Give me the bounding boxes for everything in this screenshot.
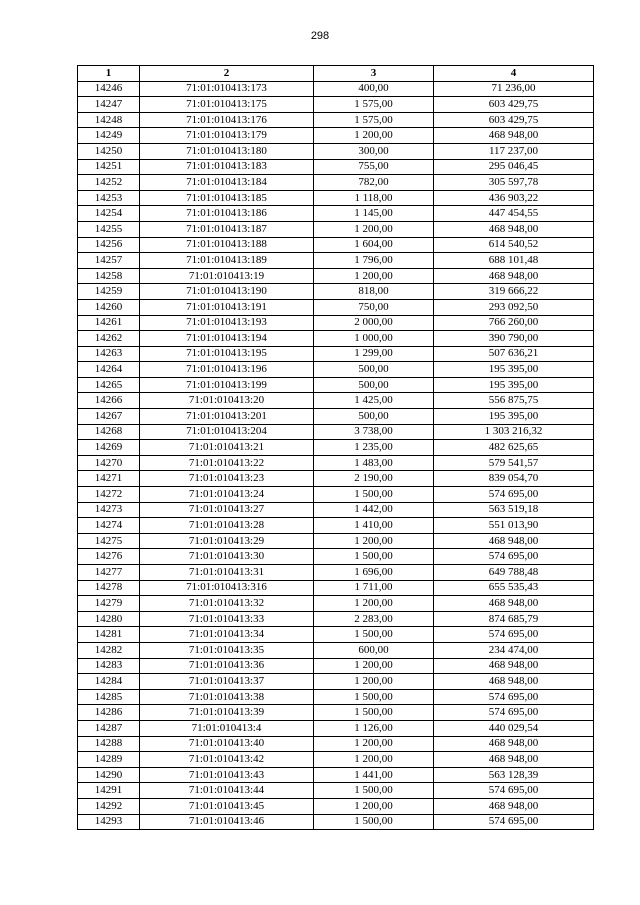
cadastral-number-cell: 71:01:010413:22 [140, 455, 314, 471]
row-number-cell: 14265 [78, 377, 140, 393]
row-number-cell: 14291 [78, 783, 140, 799]
cadastral-number-cell: 71:01:010413:176 [140, 112, 314, 128]
table-row [78, 175, 594, 191]
cadastral-number-cell: 71:01:010413:24 [140, 487, 314, 503]
value-cell: 1 303 216,32 [434, 424, 594, 440]
value-cell: 482 625,65 [434, 440, 594, 456]
value-cell: 649 788,48 [434, 565, 594, 581]
area-cell: 1 299,00 [314, 346, 434, 362]
area-cell: 1 500,00 [314, 627, 434, 643]
cadastral-number-cell: 71:01:010413:30 [140, 549, 314, 565]
table-row [78, 440, 594, 456]
area-cell: 1 200,00 [314, 674, 434, 690]
row-number-cell: 14247 [78, 97, 140, 113]
table-row [78, 471, 594, 487]
row-number-cell: 14260 [78, 299, 140, 315]
row-number-cell: 14275 [78, 533, 140, 549]
area-cell: 1 483,00 [314, 455, 434, 471]
column-header: 2 [140, 66, 314, 82]
table-row [78, 705, 594, 721]
table-row [78, 783, 594, 799]
table-row [78, 299, 594, 315]
area-cell: 1 575,00 [314, 97, 434, 113]
value-cell: 117 237,00 [434, 143, 594, 159]
row-number-cell: 14262 [78, 331, 140, 347]
row-number-cell: 14256 [78, 237, 140, 253]
cadastral-number-cell: 71:01:010413:204 [140, 424, 314, 440]
cadastral-number-cell: 71:01:010413:201 [140, 409, 314, 425]
table-row [78, 798, 594, 814]
row-number-cell: 14280 [78, 611, 140, 627]
row-number-cell: 14254 [78, 206, 140, 222]
cadastral-number-cell: 71:01:010413:4 [140, 720, 314, 736]
data-table [77, 65, 594, 830]
cadastral-number-cell: 71:01:010413:33 [140, 611, 314, 627]
table-row [78, 627, 594, 643]
table-row [78, 331, 594, 347]
row-number-cell: 14271 [78, 471, 140, 487]
row-number-cell: 14258 [78, 268, 140, 284]
area-cell: 1 696,00 [314, 565, 434, 581]
area-cell: 3 738,00 [314, 424, 434, 440]
column-header: 4 [434, 66, 594, 82]
row-number-cell: 14283 [78, 658, 140, 674]
table-row [78, 206, 594, 222]
row-number-cell: 14259 [78, 284, 140, 300]
area-cell: 1 500,00 [314, 689, 434, 705]
value-cell: 688 101,48 [434, 253, 594, 269]
table-row [78, 658, 594, 674]
area-cell: 1 145,00 [314, 206, 434, 222]
table-row [78, 767, 594, 783]
cadastral-number-cell: 71:01:010413:40 [140, 736, 314, 752]
table-row [78, 502, 594, 518]
area-cell: 1 500,00 [314, 814, 434, 830]
table-row [78, 720, 594, 736]
area-cell: 1 500,00 [314, 487, 434, 503]
cadastral-number-cell: 71:01:010413:189 [140, 253, 314, 269]
area-cell: 1 000,00 [314, 331, 434, 347]
area-cell: 1 200,00 [314, 221, 434, 237]
area-cell: 1 200,00 [314, 658, 434, 674]
table-row [78, 752, 594, 768]
value-cell: 574 695,00 [434, 549, 594, 565]
table-row [78, 97, 594, 113]
value-cell: 468 948,00 [434, 596, 594, 612]
area-cell: 1 711,00 [314, 580, 434, 596]
area-cell: 1 500,00 [314, 549, 434, 565]
cadastral-number-cell: 71:01:010413:180 [140, 143, 314, 159]
value-cell: 556 875,75 [434, 393, 594, 409]
value-cell: 440 029,54 [434, 720, 594, 736]
cadastral-number-cell: 71:01:010413:194 [140, 331, 314, 347]
area-cell: 1 200,00 [314, 533, 434, 549]
area-cell: 500,00 [314, 377, 434, 393]
value-cell: 839 054,70 [434, 471, 594, 487]
row-number-cell: 14288 [78, 736, 140, 752]
row-number-cell: 14253 [78, 190, 140, 206]
value-cell: 468 948,00 [434, 128, 594, 144]
area-cell: 818,00 [314, 284, 434, 300]
cadastral-number-cell: 71:01:010413:190 [140, 284, 314, 300]
cadastral-number-cell: 71:01:010413:42 [140, 752, 314, 768]
column-header: 1 [78, 66, 140, 82]
table-row [78, 424, 594, 440]
cadastral-number-cell: 71:01:010413:37 [140, 674, 314, 690]
value-cell: 468 948,00 [434, 674, 594, 690]
value-cell: 468 948,00 [434, 752, 594, 768]
value-cell: 563 519,18 [434, 502, 594, 518]
row-number-cell: 14292 [78, 798, 140, 814]
cadastral-number-cell: 71:01:010413:195 [140, 346, 314, 362]
cadastral-number-cell: 71:01:010413:193 [140, 315, 314, 331]
table-row [78, 377, 594, 393]
area-cell: 1 200,00 [314, 752, 434, 768]
area-cell: 2 000,00 [314, 315, 434, 331]
area-cell: 1 200,00 [314, 128, 434, 144]
row-number-cell: 14261 [78, 315, 140, 331]
row-number-cell: 14276 [78, 549, 140, 565]
value-cell: 305 597,78 [434, 175, 594, 191]
row-number-cell: 14281 [78, 627, 140, 643]
area-cell: 1 604,00 [314, 237, 434, 253]
table-row [78, 689, 594, 705]
area-cell: 1 575,00 [314, 112, 434, 128]
row-number-cell: 14286 [78, 705, 140, 721]
cadastral-number-cell: 71:01:010413:196 [140, 362, 314, 378]
value-cell: 71 236,00 [434, 81, 594, 97]
row-number-cell: 14289 [78, 752, 140, 768]
table-row [78, 565, 594, 581]
area-cell: 1 200,00 [314, 596, 434, 612]
row-number-cell: 14284 [78, 674, 140, 690]
area-cell: 1 500,00 [314, 783, 434, 799]
value-cell: 574 695,00 [434, 487, 594, 503]
area-cell: 1 441,00 [314, 767, 434, 783]
area-cell: 1 796,00 [314, 253, 434, 269]
table-row [78, 518, 594, 534]
row-number-cell: 14272 [78, 487, 140, 503]
area-cell: 1 235,00 [314, 440, 434, 456]
area-cell: 600,00 [314, 642, 434, 658]
value-cell: 195 395,00 [434, 362, 594, 378]
row-number-cell: 14279 [78, 596, 140, 612]
cadastral-number-cell: 71:01:010413:185 [140, 190, 314, 206]
value-cell: 603 429,75 [434, 112, 594, 128]
area-cell: 1 425,00 [314, 393, 434, 409]
row-number-cell: 14266 [78, 393, 140, 409]
table-row [78, 393, 594, 409]
value-cell: 468 948,00 [434, 798, 594, 814]
cadastral-number-cell: 71:01:010413:23 [140, 471, 314, 487]
table-row [78, 81, 594, 97]
value-cell: 574 695,00 [434, 814, 594, 830]
row-number-cell: 14264 [78, 362, 140, 378]
table-row [78, 455, 594, 471]
area-cell: 2 190,00 [314, 471, 434, 487]
area-cell: 1 410,00 [314, 518, 434, 534]
cadastral-number-cell: 71:01:010413:43 [140, 767, 314, 783]
table-row [78, 596, 594, 612]
page-number: 298 [310, 30, 330, 42]
table-row [78, 549, 594, 565]
row-number-cell: 14268 [78, 424, 140, 440]
value-cell: 574 695,00 [434, 627, 594, 643]
cadastral-number-cell: 71:01:010413:21 [140, 440, 314, 456]
value-cell: 874 685,79 [434, 611, 594, 627]
table-row [78, 642, 594, 658]
value-cell: 579 541,57 [434, 455, 594, 471]
value-cell: 319 666,22 [434, 284, 594, 300]
row-number-cell: 14252 [78, 175, 140, 191]
cadastral-number-cell: 71:01:010413:186 [140, 206, 314, 222]
cadastral-number-cell: 71:01:010413:175 [140, 97, 314, 113]
cadastral-number-cell: 71:01:010413:31 [140, 565, 314, 581]
row-number-cell: 14290 [78, 767, 140, 783]
cadastral-number-cell: 71:01:010413:38 [140, 689, 314, 705]
table-row [78, 221, 594, 237]
value-cell: 468 948,00 [434, 268, 594, 284]
column-header: 3 [314, 66, 434, 82]
table-row [78, 736, 594, 752]
row-number-cell: 14270 [78, 455, 140, 471]
value-cell: 574 695,00 [434, 783, 594, 799]
cadastral-number-cell: 71:01:010413:32 [140, 596, 314, 612]
table-row [78, 143, 594, 159]
value-cell: 655 535,43 [434, 580, 594, 596]
value-cell: 551 013,90 [434, 518, 594, 534]
table-row [78, 814, 594, 830]
row-number-cell: 14273 [78, 502, 140, 518]
area-cell: 1 200,00 [314, 736, 434, 752]
cadastral-number-cell: 71:01:010413:173 [140, 81, 314, 97]
cadastral-number-cell: 71:01:010413:28 [140, 518, 314, 534]
table-row [78, 674, 594, 690]
row-number-cell: 14251 [78, 159, 140, 175]
table-row [78, 346, 594, 362]
area-cell: 782,00 [314, 175, 434, 191]
table-row [78, 284, 594, 300]
value-cell: 390 790,00 [434, 331, 594, 347]
row-number-cell: 14287 [78, 720, 140, 736]
value-cell: 574 695,00 [434, 689, 594, 705]
cadastral-number-cell: 71:01:010413:20 [140, 393, 314, 409]
value-cell: 614 540,52 [434, 237, 594, 253]
value-cell: 195 395,00 [434, 377, 594, 393]
table-row [78, 611, 594, 627]
table-row [78, 112, 594, 128]
table-header-row [78, 66, 594, 82]
value-cell: 507 636,21 [434, 346, 594, 362]
value-cell: 295 046,45 [434, 159, 594, 175]
area-cell: 755,00 [314, 159, 434, 175]
value-cell: 447 454,55 [434, 206, 594, 222]
value-cell: 468 948,00 [434, 221, 594, 237]
value-cell: 234 474,00 [434, 642, 594, 658]
table-row [78, 362, 594, 378]
row-number-cell: 14250 [78, 143, 140, 159]
area-cell: 500,00 [314, 409, 434, 425]
cadastral-number-cell: 71:01:010413:39 [140, 705, 314, 721]
table-row [78, 253, 594, 269]
area-cell: 500,00 [314, 362, 434, 378]
row-number-cell: 14278 [78, 580, 140, 596]
row-number-cell: 14248 [78, 112, 140, 128]
value-cell: 563 128,39 [434, 767, 594, 783]
area-cell: 1 442,00 [314, 502, 434, 518]
table-row [78, 580, 594, 596]
row-number-cell: 14267 [78, 409, 140, 425]
area-cell: 750,00 [314, 299, 434, 315]
row-number-cell: 14249 [78, 128, 140, 144]
cadastral-number-cell: 71:01:010413:45 [140, 798, 314, 814]
table-row [78, 409, 594, 425]
value-cell: 468 948,00 [434, 658, 594, 674]
cadastral-number-cell: 71:01:010413:34 [140, 627, 314, 643]
row-number-cell: 14263 [78, 346, 140, 362]
cadastral-number-cell: 71:01:010413:191 [140, 299, 314, 315]
row-number-cell: 14255 [78, 221, 140, 237]
cadastral-number-cell: 71:01:010413:44 [140, 783, 314, 799]
row-number-cell: 14282 [78, 642, 140, 658]
value-cell: 468 948,00 [434, 736, 594, 752]
cadastral-number-cell: 71:01:010413:188 [140, 237, 314, 253]
area-cell: 2 283,00 [314, 611, 434, 627]
cadastral-number-cell: 71:01:010413:183 [140, 159, 314, 175]
value-cell: 766 260,00 [434, 315, 594, 331]
value-cell: 574 695,00 [434, 705, 594, 721]
table-body [78, 81, 594, 830]
row-number-cell: 14277 [78, 565, 140, 581]
table-row [78, 487, 594, 503]
area-cell: 1 200,00 [314, 268, 434, 284]
cadastral-number-cell: 71:01:010413:36 [140, 658, 314, 674]
value-cell: 436 903,22 [434, 190, 594, 206]
value-cell: 603 429,75 [434, 97, 594, 113]
value-cell: 195 395,00 [434, 409, 594, 425]
table-row [78, 237, 594, 253]
table-row [78, 128, 594, 144]
table-row [78, 159, 594, 175]
row-number-cell: 14293 [78, 814, 140, 830]
row-number-cell: 14285 [78, 689, 140, 705]
cadastral-number-cell: 71:01:010413:27 [140, 502, 314, 518]
cadastral-number-cell: 71:01:010413:199 [140, 377, 314, 393]
value-cell: 293 092,50 [434, 299, 594, 315]
area-cell: 300,00 [314, 143, 434, 159]
cadastral-number-cell: 71:01:010413:316 [140, 580, 314, 596]
value-cell: 468 948,00 [434, 533, 594, 549]
cadastral-number-cell: 71:01:010413:46 [140, 814, 314, 830]
area-cell: 400,00 [314, 81, 434, 97]
table-row [78, 315, 594, 331]
cadastral-number-cell: 71:01:010413:19 [140, 268, 314, 284]
area-cell: 1 500,00 [314, 705, 434, 721]
cadastral-number-cell: 71:01:010413:179 [140, 128, 314, 144]
area-cell: 1 118,00 [314, 190, 434, 206]
table-row [78, 268, 594, 284]
cadastral-number-cell: 71:01:010413:184 [140, 175, 314, 191]
cadastral-number-cell: 71:01:010413:29 [140, 533, 314, 549]
row-number-cell: 14274 [78, 518, 140, 534]
cadastral-number-cell: 71:01:010413:35 [140, 642, 314, 658]
area-cell: 1 200,00 [314, 798, 434, 814]
row-number-cell: 14269 [78, 440, 140, 456]
cadastral-number-cell: 71:01:010413:187 [140, 221, 314, 237]
table-row [78, 533, 594, 549]
row-number-cell: 14257 [78, 253, 140, 269]
table-row [78, 190, 594, 206]
area-cell: 1 126,00 [314, 720, 434, 736]
row-number-cell: 14246 [78, 81, 140, 97]
